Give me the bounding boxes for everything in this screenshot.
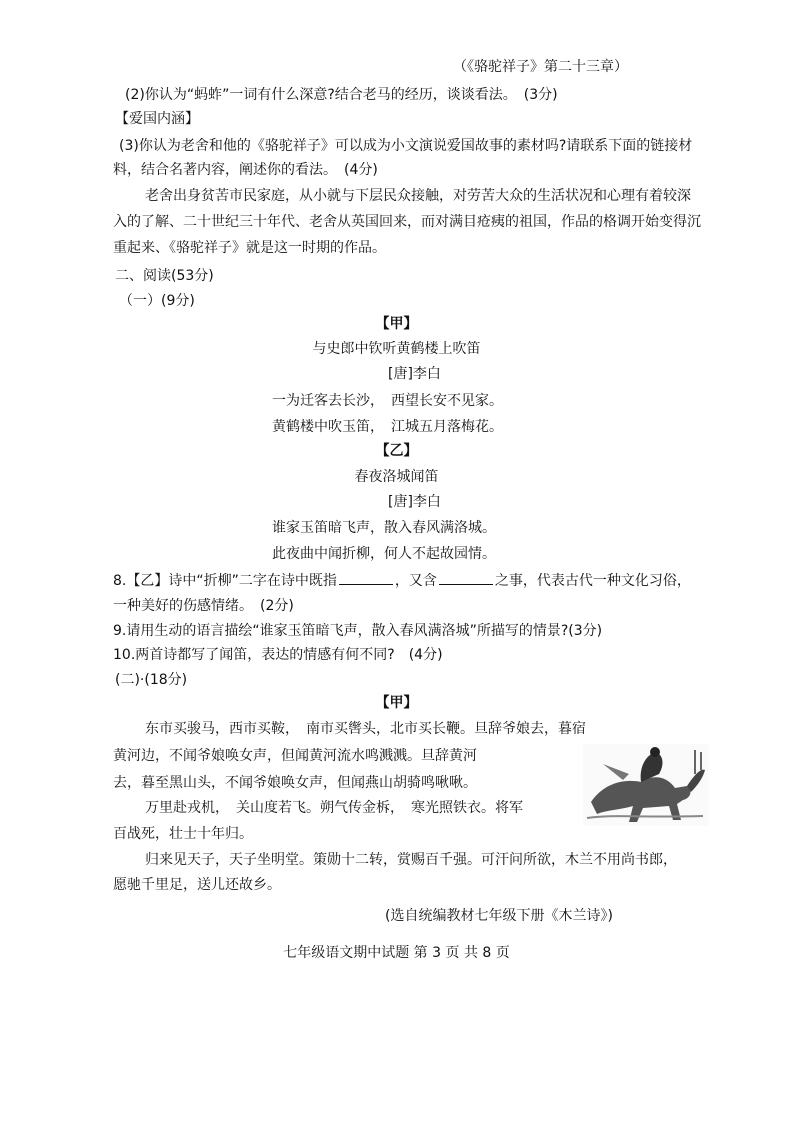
poem-2-line-2: 此夜曲中闻折柳，何人不起故园情。 bbox=[272, 546, 496, 562]
source-chapter: （《骆驼祥子》第二十三章） bbox=[453, 59, 628, 75]
poem-2-author: [唐]李白 bbox=[388, 494, 441, 510]
poem-3-line-5: 百战死，壮士十年归。 bbox=[113, 826, 253, 842]
poem-3-line-7: 愿驰千里足，送儿还故乡。 bbox=[113, 877, 281, 893]
passage-line-1: 老舍出身贫苦市民家庭，从小就与下层民众接触，对劳苦大众的生活状况和心理有着较深 bbox=[145, 188, 691, 204]
poem-3-line-6: 归来见天子，天子坐明堂。策勋十二转，赏赐百千强。可汗问所欲，木兰不用尚书郎， bbox=[145, 852, 677, 868]
section-patriotic-heading: 【爱国内涵】 bbox=[115, 111, 199, 127]
poem-3-line-1: 东市买骏马，西市买鞍， 南市买辔头，北市买长鞭。旦辞爷娘去，暮宿 bbox=[145, 721, 586, 737]
question-8-line-2: 一种美好的伤感情绪。 (2分) bbox=[113, 598, 294, 614]
poem-1-line-1: 一为迁客去长沙， 西望长安不见家。 bbox=[272, 393, 503, 409]
poem-3-source: (选自统编教材七年级下册《木兰诗》) bbox=[385, 908, 613, 924]
poem-2-line-1: 谁家玉笛暗飞声，散入春风满洛城。 bbox=[272, 520, 496, 536]
part-2-heading: 二、阅读(53分) bbox=[115, 268, 214, 284]
question-8-text-a: 8.【乙】诗中“折柳”二字在诗中既指 bbox=[113, 573, 337, 589]
poem-1-line-2: 黄鹤楼中吹玉笛， 江城五月落梅花。 bbox=[272, 419, 503, 435]
subsection-1-heading: （一）(9分) bbox=[119, 293, 195, 309]
answer-blank-1[interactable] bbox=[339, 572, 393, 585]
poem-3-label: 【甲】 bbox=[375, 695, 418, 711]
question-2: (2)你认为“蚂蚱”一词有什么深意?结合老马的经历，谈谈看法。 (3分) bbox=[125, 87, 558, 103]
answer-blank-2[interactable] bbox=[439, 572, 493, 585]
question-9: 9.请用生动的语言描绘“谁家玉笛暗飞声，散入春风满洛城”所描写的情景?(3分) bbox=[113, 623, 603, 639]
mulan-horse-illustration bbox=[583, 744, 709, 826]
passage-line-3: 重起来、《骆驼祥子》就是这一时期的作品。 bbox=[113, 240, 386, 256]
poem-1-title: 与史郎中钦听黄鹤楼上吹笛 bbox=[312, 341, 481, 357]
subsection-2-heading: (二)·(18分) bbox=[115, 672, 188, 688]
poem-1-label: 【甲】 bbox=[375, 316, 418, 332]
passage-line-2: 入的了解、二十世纪三十年代、老舍从英国回来，而对满目疮痍的祖国，作品的格调开始变得沉 bbox=[113, 214, 701, 230]
poem-2-title: 春夜洛城闻笛 bbox=[354, 469, 439, 485]
poem-3-line-4: 万里赴戎机， 关山度若飞。朔气传金柝， 寒光照铁衣。将军 bbox=[145, 800, 523, 816]
question-3-line-1: (3)你认为老舍和他的《骆驼祥子》可以成为小文演说爱国故事的素材吗?请联系下面的链接材 bbox=[119, 138, 693, 154]
question-3-line-2: 料，结合名著内容，阐述你的看法。 (4分) bbox=[113, 162, 378, 178]
question-8-line-1 bbox=[113, 572, 691, 590]
question-10: 10.两首诗都写了闻笛，表达的情感有何不同? (4分) bbox=[113, 647, 443, 663]
question-8-text-b: ，又含 bbox=[394, 573, 437, 589]
poem-2-label: 【乙】 bbox=[375, 443, 418, 459]
poem-3-line-3: 去，暮至黑山头，不闻爷娘唤女声，但闻燕山胡骑鸣啾啾。 bbox=[113, 775, 477, 791]
question-8-text-c: 之事，代表古代一种文化习俗， bbox=[494, 573, 691, 589]
poem-1-author: [唐]李白 bbox=[388, 366, 441, 382]
page-footer: 七年级语文期中试题 第 3 页 共 8 页 bbox=[283, 945, 510, 961]
poem-3-line-2: 黄河边，不闻爷娘唤女声，但闻黄河流水鸣溅溅。旦辞黄河 bbox=[113, 748, 477, 764]
